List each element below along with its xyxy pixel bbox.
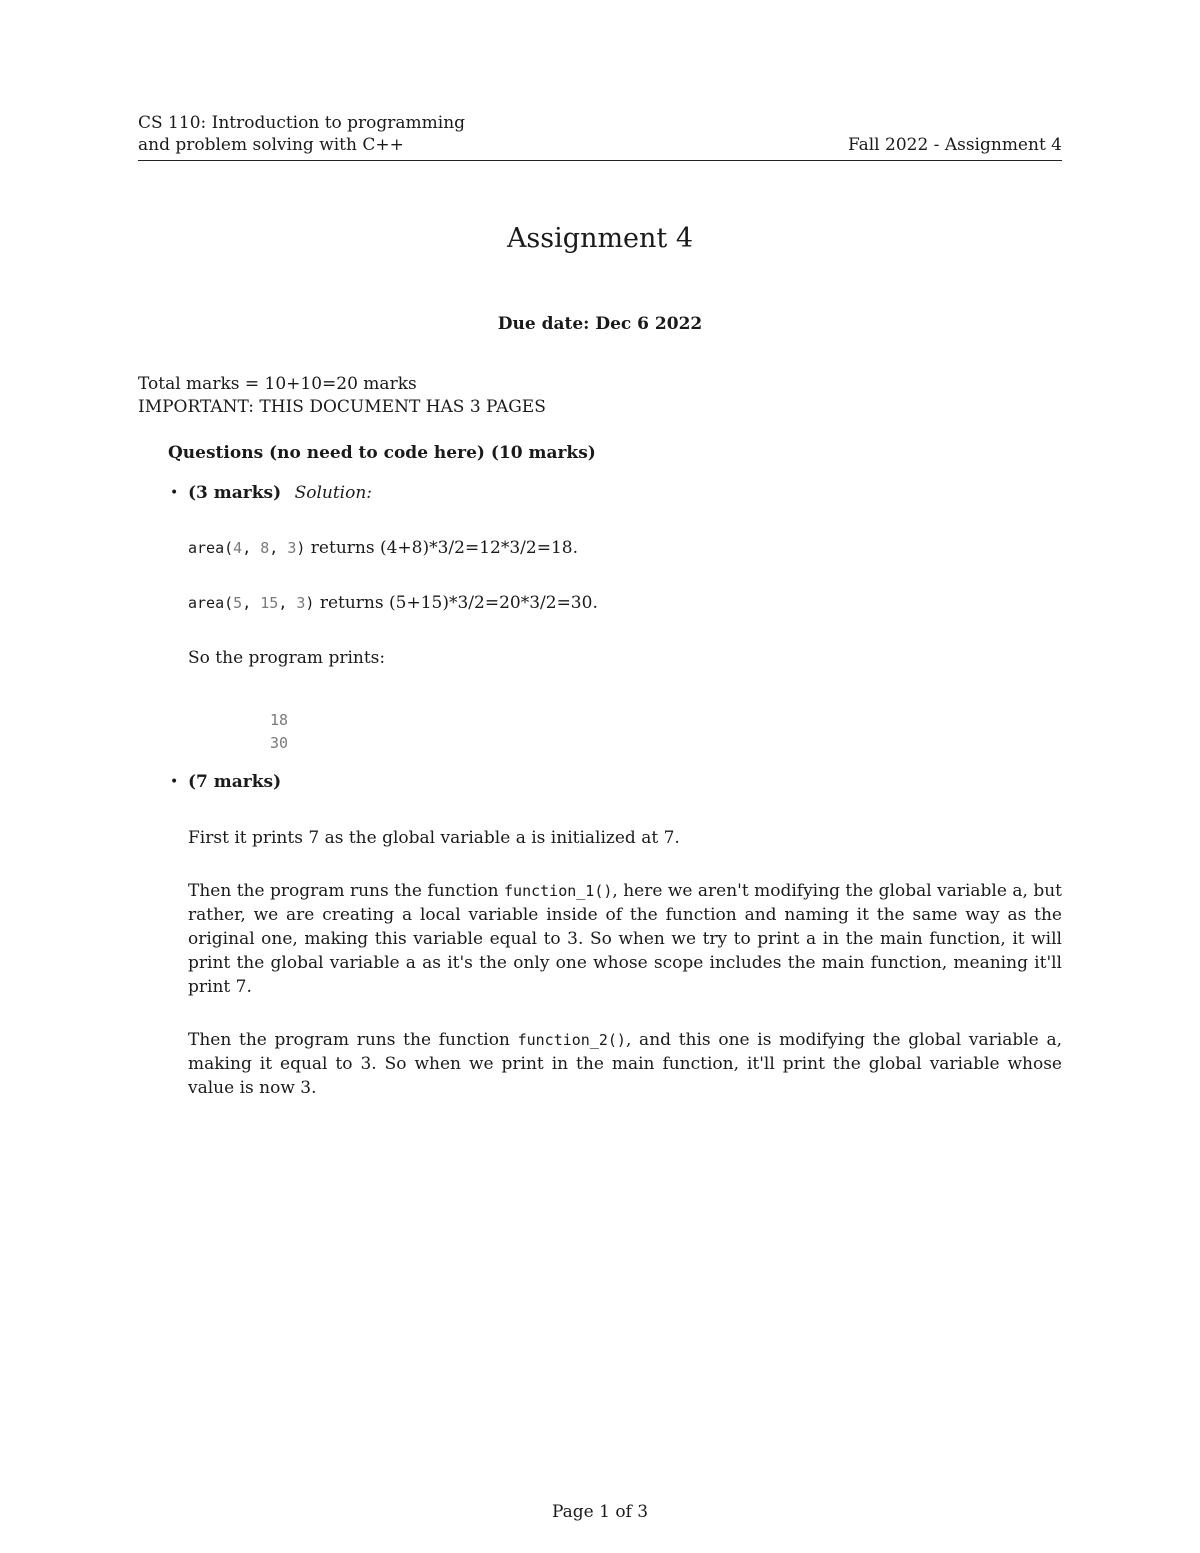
inline-code: function_1() bbox=[504, 882, 613, 900]
output-line: 18 bbox=[270, 711, 289, 729]
code-sep: , bbox=[242, 539, 261, 557]
total-marks: Total marks = 10+10=20 marks bbox=[138, 374, 417, 394]
course-line-2: and problem solving with C++ bbox=[138, 135, 404, 155]
q2-marks: (7 marks) bbox=[188, 772, 282, 792]
section-heading: Questions (no need to code here) (10 marks) bbox=[168, 443, 596, 463]
q2-paragraph-1: First it prints 7 as the global variable a is initialized at 7. bbox=[188, 828, 680, 848]
q1-header bbox=[188, 481, 372, 505]
code-sep: , bbox=[269, 539, 288, 557]
paragraph-text: , here we aren't modifying the global variable a, but rather, we are creating a local variable inside of the function and naming it the same way as the original one, making this variable equal to 3. So when we try to print a in the main function, it will print the global variable a as it's the only one whose scope includes the main function, meaning it'll print 7. bbox=[188, 881, 1062, 997]
q1-solution-label: Solution: bbox=[294, 483, 373, 503]
code-arg: 5 bbox=[233, 594, 243, 612]
q1-call-2 bbox=[188, 591, 598, 615]
q1-marks: (3 marks) bbox=[188, 483, 282, 503]
output-line: 30 bbox=[270, 734, 289, 752]
page-header bbox=[138, 112, 1062, 161]
inline-code: function_2() bbox=[517, 1031, 626, 1049]
course-title bbox=[138, 112, 465, 156]
due-date: Due date: Dec 6 2022 bbox=[497, 314, 703, 334]
code-close: ) bbox=[305, 594, 315, 612]
code-fn: area( bbox=[188, 539, 234, 557]
code-arg: 4 bbox=[233, 539, 243, 557]
q1-prints-label: So the program prints: bbox=[188, 648, 386, 668]
code-close: ) bbox=[296, 539, 306, 557]
code-arg: 15 bbox=[260, 594, 279, 612]
code-sep: , bbox=[278, 594, 297, 612]
code-arg: 3 bbox=[287, 539, 297, 557]
call-result-text: returns (5+15)*3/2=20*3/2=30. bbox=[314, 593, 598, 613]
bullet-icon: • bbox=[170, 774, 179, 790]
q2-paragraph-2 bbox=[188, 879, 1062, 999]
course-line-1: CS 110: Introduction to programming bbox=[138, 113, 466, 133]
document-title: Assignment 4 bbox=[506, 223, 694, 254]
q1-call-1 bbox=[188, 536, 578, 560]
important-note: IMPORTANT: THIS DOCUMENT HAS 3 PAGES bbox=[138, 397, 546, 417]
paragraph-text: , and this one is modifying the global variable a, making it equal to 3. So when we print in the main function, it'll print the global variable whose value is now 3. bbox=[188, 1030, 1062, 1098]
paragraph-text: Then the program runs the function bbox=[188, 1030, 518, 1050]
bullet-icon: • bbox=[170, 485, 179, 501]
code-arg: 3 bbox=[296, 594, 306, 612]
term-label: Fall 2022 - Assignment 4 bbox=[847, 135, 1062, 155]
code-sep: , bbox=[242, 594, 261, 612]
paragraph-text: Then the program runs the function bbox=[188, 881, 505, 901]
code-arg: 8 bbox=[260, 539, 270, 557]
page-number: Page 1 of 3 bbox=[551, 1502, 649, 1522]
call-result-text: returns (4+8)*3/2=12*3/2=18. bbox=[305, 538, 578, 558]
q2-paragraph-3 bbox=[188, 1028, 1062, 1100]
code-fn: area( bbox=[188, 594, 234, 612]
